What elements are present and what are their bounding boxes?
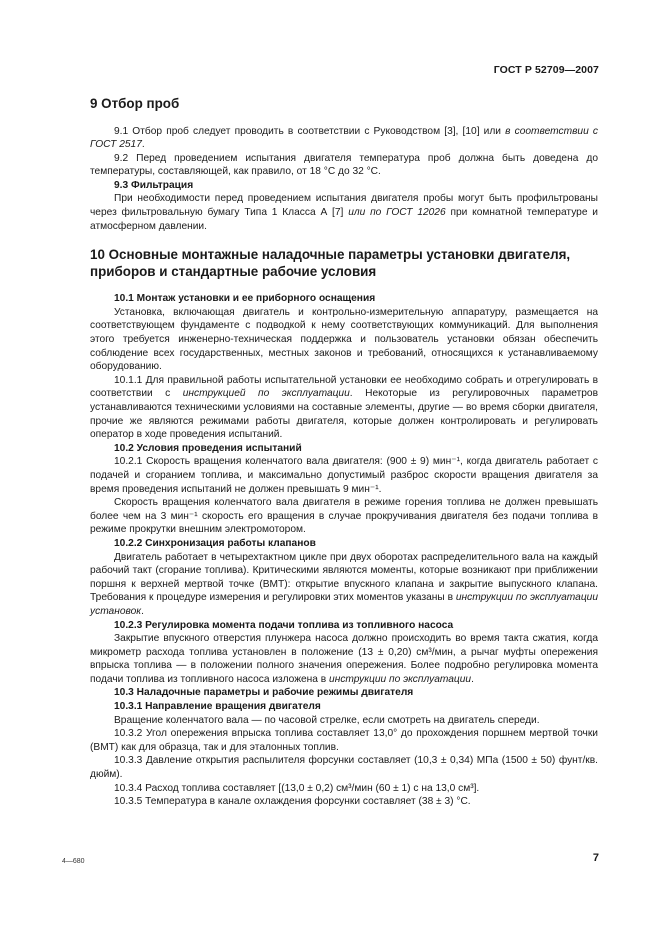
paragraph-10-3-3: 10.3.3 Давление открытия распылителя форсунки составляет (10,3 ± 0,34) МПа (1500 ± 50) фунт/кв. дюйм). — [90, 755, 598, 781]
paragraph-9-2: 9.2 Перед проведением испытания двигателя температура проб должна быть доведена до температуры, составляющей, как правило, от 18 °С до 32 °С. — [90, 152, 598, 178]
print-mark: 4—680 — [62, 858, 85, 865]
paragraph-10-2-3-end: . — [471, 673, 474, 685]
heading-10-2-3: 10.2.3 Регулировка момента подачи топлива из топливного насоса — [114, 619, 454, 631]
heading-10-3-1: 10.3.1 Направление вращения двигателя — [114, 701, 321, 713]
paragraph-10-2-1: 10.2.1 Скорость вращения коленчатого вала двигателя: (900 ± 9) мин⁻¹, когда двигатель работает с подачей и сгоранием топлива, и максимально допустимый разброс скорости вращения двигателя за время проведения испытаний не должен превышать 9 мин⁻¹. — [90, 456, 598, 495]
gost-12026-reference: или по ГОСТ 12026 — [348, 207, 446, 219]
paragraph-10-1-1-text: 10.1.1 Для правильной работы испытательной установки ее необходимо собрать и отрегулировать в соответствии с — [90, 374, 598, 400]
paragraph-9-3-end: при комнатной температуре и атмосферном давлении. — [90, 207, 598, 232]
manual-reference: инструкцией по эксплуатации — [182, 388, 350, 400]
paragraph-10-3-4: 10.3.4 Расход топлива составляет [(13,0 ± 0,2) см³/мин (60 ± 1) с на 13,0 см³]. — [114, 782, 480, 794]
paragraph-10-3-5: 10.3.5 Температура в канале охлаждения форсунки составляет (38 ± 3) °С. — [114, 796, 471, 808]
paragraph-10-2-1-continued: Скорость вращения коленчатого вала двигателя в режиме горения топлива не должен превышать более чем на 3 мин⁻¹ скорость его вращения в случае прокручивания двигателя без подачи топлива в режиме прокрутки внешним электромотором. — [90, 497, 598, 536]
paragraph-9-1-text: 9.1 Отбор проб следует проводить в соответствии с Руководством [3], [10] или — [114, 125, 506, 137]
manual-reference: инструкции по эксплуатации — [329, 673, 472, 685]
heading-9-3: 9.3 Фильтрация — [114, 179, 194, 191]
document-code: ГОСТ Р 52709—2007 — [493, 64, 599, 76]
paragraph-10-1-1 — [90, 374, 598, 442]
paragraph-10-2-3-text: Закрытие впускного отверстия плунжера насоса должно происходить во время такта сжатия, когда микрометр расхода топлива установлен в положение (13 ± 0,20) см³/мин, а рычаг муфты опережения впрыска топлива — в положении полного значения опережения. Более подробно регулировка момента подачи топлива из топливного насоса изложена в — [90, 633, 598, 685]
paragraph-9-1-end: . — [141, 139, 145, 151]
paragraph-10-2-2-end: . — [141, 605, 144, 617]
heading-10-2-2: 10.2.2 Синхронизация работы клапанов — [114, 537, 316, 549]
gost-2517-reference: в соответствии с ГОСТ 2517 — [90, 125, 598, 151]
section-10-title: 10 Основные монтажные наладочные параметры установки двигателя, приборов и стандартные рабочие условия — [90, 247, 571, 279]
heading-10-3: 10.3 Наладочные параметры и рабочие режимы двигателя — [114, 687, 414, 699]
paragraph-10-2-3 — [90, 632, 598, 686]
paragraph-9-3 — [90, 192, 598, 233]
paragraph-10-1: Установка, включающая двигатель и контрольно-измерительную аппаратуру, размещается на соответствующем фундаменте с подводкой к нему соответствующих коммуникаций. Для выполнения этого требуется инженерно-техническая поддержка и пользователь установки обязан обеспечить соблюдение всех государственных, местных законов и требований, относящихся к устанавливаемому оборудованию. — [90, 306, 598, 373]
paragraph-10-3-2: 10.3.2 Угол опережения впрыска топлива составляет 13,0° до прохождения поршнем мертвой точки (ВМТ) как для образца, так и для эталонных топлив. — [90, 728, 598, 753]
paragraph-10-1-1-end: . Некоторые из регулировочных параметров устанавливаются техническими условиями на составные элементы, другие — во время сборки двигателя, прочие же являются режимами работы двигателя, которые должен контролировать и регулировать оператор в ходе проведения испытаний. — [90, 388, 599, 441]
page-number: 7 — [592, 852, 599, 864]
paragraph-10-2-2 — [90, 551, 598, 619]
paragraph-10-3-1: Вращение коленчатого вала — по часовой стрелке, если смотреть на двигатель спереди. — [114, 714, 540, 726]
section-9-title: 9 Отбор проб — [90, 96, 180, 111]
paragraph-9-1 — [90, 125, 598, 152]
heading-10-1: 10.1 Монтаж установки и ее приборного оснащения — [114, 293, 376, 305]
heading-10-2: 10.2 Условия проведения испытаний — [114, 442, 302, 454]
paragraph-9-3-text: При необходимости перед проведением испытания двигателя пробы могут быть профильтрованы через фильтровальную бумагу Типа 1 Класса А [7] — [90, 193, 598, 219]
manual-reference: инструкции по эксплуатации установок — [90, 592, 598, 617]
document-body — [90, 96, 598, 809]
paragraph-10-2-2-text: Двигатель работает в четырехтактном цикле при двух оборотах распределительного вала на каждый рабочий такт (сгорание топлива). Критическими являются моменты, которые возникают при приближении поршня к верхней мертвой точке (ВМТ): открытие впускного клапана и закрытие выпускного клапана. Требования к процедуре измерения и регулировки этих моментов указаны в — [90, 551, 598, 604]
